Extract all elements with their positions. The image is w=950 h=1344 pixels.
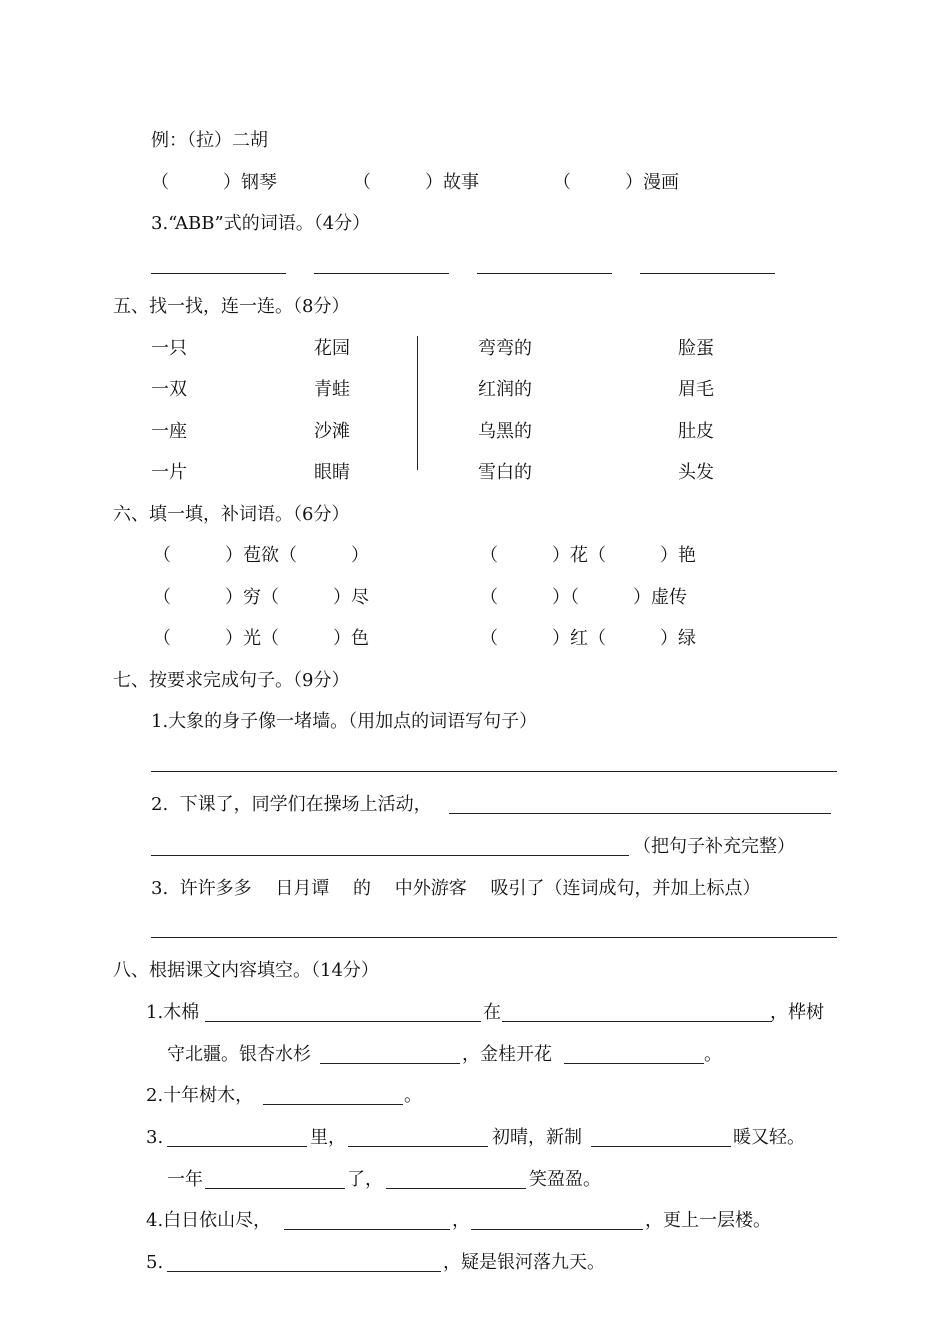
answer-line[interactable] (386, 1188, 526, 1189)
match-word[interactable]: 头发 (678, 462, 714, 483)
idiom-blank[interactable]: （ ）穷（ ）尽 (153, 587, 369, 608)
q3-text: 里， (310, 1127, 346, 1148)
example-line: 例：（拉）二胡 (151, 130, 268, 151)
section-6-heading: 六、填一填，补词语。（6分） (113, 504, 350, 525)
q4-text: ，更上一层楼。 (645, 1210, 771, 1231)
match-word[interactable]: 一座 (151, 421, 187, 442)
q4-text: 4.白日依山尽， (146, 1210, 272, 1231)
idiom-blank[interactable]: （ ）花（ ）艳 (480, 545, 696, 566)
answer-line[interactable] (205, 1188, 345, 1189)
q1-text: ，桦树 (770, 1002, 824, 1023)
q3-text: 了， (347, 1169, 383, 1190)
match-word[interactable]: 花园 (314, 338, 350, 359)
match-word[interactable]: 一双 (151, 379, 187, 400)
section-8-heading: 八、根据课文内容填空。（14分） (113, 960, 379, 981)
fill-blank-piano[interactable]: （ ）钢琴 (151, 172, 277, 193)
answer-line[interactable] (151, 771, 837, 772)
match-word[interactable]: 红润的 (478, 379, 532, 400)
answer-line[interactable] (205, 1021, 481, 1022)
match-word[interactable]: 雪白的 (478, 462, 532, 483)
fill-blank-comic[interactable]: （ ）漫画 (553, 172, 679, 193)
sentence-q1: 1.大象的身子像一堵墙。（用加点的词语写句子） (151, 711, 538, 732)
match-word[interactable]: 乌黑的 (478, 421, 532, 442)
match-word[interactable]: 脸蛋 (678, 338, 714, 359)
idiom-blank[interactable]: （ ）光（ ）色 (153, 628, 369, 649)
sentence-q2-note: （把句子补充完整） (633, 836, 795, 857)
q1-text: 守北疆。银杏水杉 (167, 1044, 311, 1065)
section-7-heading: 七、按要求完成句子。（9分） (113, 670, 350, 691)
answer-line[interactable] (502, 1021, 772, 1022)
q2-text: 。 (404, 1085, 422, 1106)
divider-line (417, 336, 418, 470)
q5-text: ，疑是银河落九天。 (443, 1252, 605, 1273)
q1-text: 。 (704, 1044, 722, 1065)
q3-text: 一年 (167, 1169, 203, 1190)
section-5-heading: 五、找一找，连一连。（8分） (113, 296, 350, 317)
idiom-blank[interactable]: （ ）红（ ）绿 (480, 628, 696, 649)
q3-text: 笑盈盈。 (529, 1169, 601, 1190)
match-word[interactable]: 沙滩 (314, 421, 350, 442)
match-word[interactable]: 一片 (151, 462, 187, 483)
abb-answer-line-2[interactable] (314, 273, 449, 274)
answer-line[interactable] (263, 1104, 403, 1105)
q3-text: 初晴，新制 (492, 1127, 582, 1148)
answer-line[interactable] (564, 1063, 704, 1064)
q5-text: 5. (146, 1252, 164, 1273)
q1-text: 1.木棉 (146, 1002, 200, 1023)
q1-text: 在 (483, 1002, 501, 1023)
match-word[interactable]: 青蛙 (314, 379, 350, 400)
answer-line[interactable] (167, 1271, 441, 1272)
match-word[interactable]: 一只 (151, 338, 187, 359)
match-word[interactable]: 肚皮 (678, 421, 714, 442)
question-abb: 3.“ABB”式的词语。（4分） (151, 213, 371, 234)
answer-line[interactable] (151, 937, 837, 938)
answer-line[interactable] (320, 1063, 460, 1064)
sentence-q2: 2. 下课了，同学们在操场上活动， (151, 794, 432, 815)
sentence-q3: 3. 许许多多 日月谭 的 中外游客 吸引了（连词成句，并加上标点） (151, 878, 761, 899)
idiom-blank[interactable]: （ ）苞欲（ ） (153, 545, 369, 566)
match-word[interactable]: 弯弯的 (478, 338, 532, 359)
answer-line[interactable] (284, 1229, 450, 1230)
answer-line[interactable] (471, 1229, 643, 1230)
answer-line[interactable] (167, 1146, 307, 1147)
q1-text: ，金桂开花 (462, 1044, 552, 1065)
answer-line[interactable] (151, 855, 629, 856)
answer-line[interactable] (449, 813, 831, 814)
answer-line[interactable] (348, 1146, 488, 1147)
abb-answer-line-3[interactable] (477, 273, 612, 274)
idiom-blank[interactable]: （ ）（ ）虚传 (480, 587, 687, 608)
abb-answer-line-4[interactable] (640, 273, 775, 274)
match-word[interactable]: 眼睛 (314, 462, 350, 483)
match-word[interactable]: 眉毛 (678, 379, 714, 400)
q2-text: 2.十年树木， (146, 1085, 254, 1106)
answer-line[interactable] (591, 1146, 731, 1147)
abb-answer-line-1[interactable] (151, 273, 286, 274)
q3-text: 暖又轻。 (733, 1127, 805, 1148)
fill-blank-story[interactable]: （ ）故事 (353, 172, 479, 193)
q3-text: 3. (146, 1127, 164, 1148)
q4-text: ， (452, 1210, 470, 1231)
